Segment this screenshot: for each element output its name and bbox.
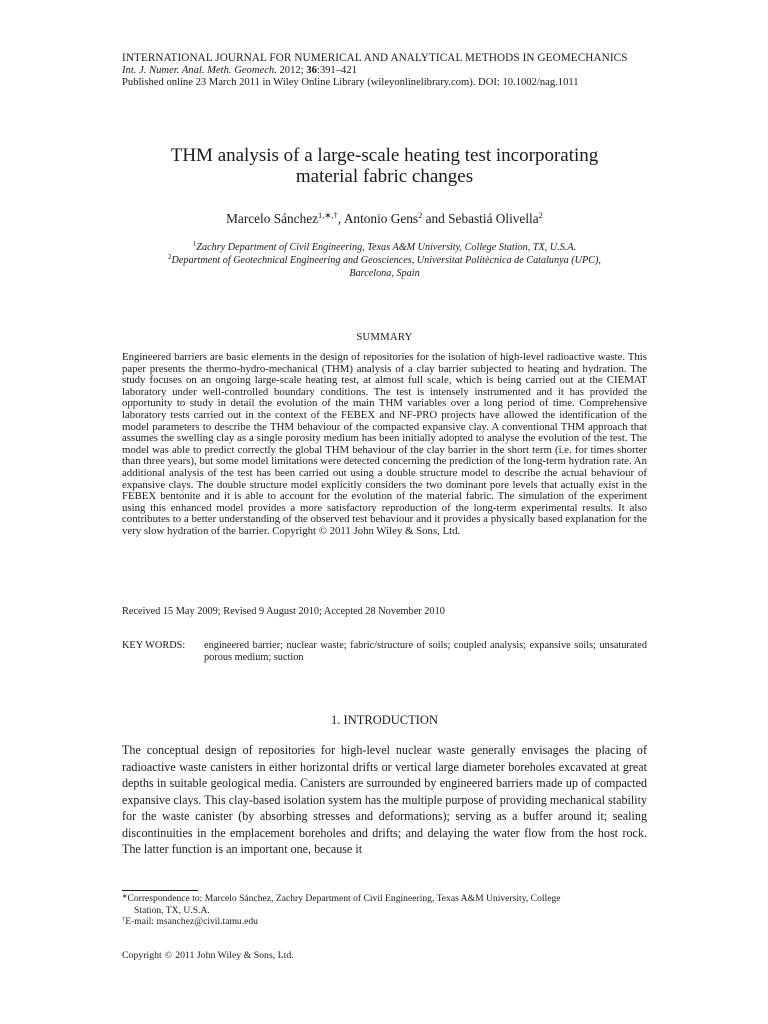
keywords: [122, 640, 647, 664]
journal-published: Published online 23 March 2011 in Wiley Online Library (wileyonlinelibrary.com). DOI: 10.1002/nag.1011: [122, 77, 579, 88]
section-heading-introduction: 1. INTRODUCTION: [331, 713, 438, 727]
affiliation-2-continued: Barcelona, Spain: [349, 268, 420, 279]
author-3: and Sebastiá Olivella: [422, 211, 539, 226]
author-3-marks: 2: [538, 210, 543, 220]
keywords-text: engineered barrier; nuclear waste; fabric/structure of soils; coupled analysis; expansive soils; unsaturated porous medium; suction: [204, 640, 647, 663]
journal-volume: 36: [306, 64, 317, 76]
footnote-correspondence-mark: ∗: [122, 893, 128, 900]
journal-name: INTERNATIONAL JOURNAL FOR NUMERICAL AND ANALYTICAL METHODS IN GEOMECHANICS: [122, 52, 628, 64]
affiliation-2-text: Department of Geotechnical Engineering and Geosciences, Universitat Politècnica de Catalunya (UPC),: [171, 255, 601, 266]
footnotes: [122, 893, 647, 928]
introduction-paragraph: The conceptual design of repositories for high-level nuclear waste generally envisages the placing of radioactive waste canisters in either horizontal drifts or vertical large diameter boreholes excavated at great depths in suitable geological media. Canisters are surrounded by engineered barriers made up of compacted expansive clays. This clay-based isolation system has the multiple purpose of providing mechanical stability for the waste canister (by absorbing stresses and deformations); serving as a buffer around it; sealing discontinuities in the emplacement boreholes and drifts; and delaying the water flow from the host rock. The latter function is an important one, because it: [122, 743, 647, 856]
affiliations: [122, 241, 647, 280]
received-dates: Received 15 May 2009; Revised 9 August 2010; Accepted 28 November 2010: [122, 606, 445, 617]
author-1-marks: 1,∗,†: [318, 210, 338, 220]
abstract-text: Engineered barriers are basic elements in the design of repositories for the isolation of high-level radioactive waste. This paper presents the thermo-hydro-mechanical (THM) analysis of a clay barrier subjected to heating and hydration. The study focuses on an ongoing large-scale heating test, at almost full scale, which is being carried out at the CIEMAT laboratory under well-controlled boundary conditions. The test is intensely instrumented and it has provided the opportunity to study in detail the evolution of the main THM variables over a long period of time. Comprehensive laboratory tests carried out in the context of the FEBEX and NF-PRO projects have allowed the identification of the model parameters to describe the THM behaviour of the compacted expansive clay. A conventional THM approach that assumes the swelling clay as a single porosity medium has been initially adopted to analyse the evolution of the test. The model was able to predict correctly the global THM behaviour of the clay barrier in the short term (i.e. for times shorter than three years), but some model limitations were detected concerning the prediction of the long-term hydration rate. An additional analysis of the test has been carried out using a double structure model to describe the actual behaviour of expansive clays. The double structure model explicitly considers the two dominant pore levels that actually exist in the FEBEX bentonite and it is able to account for the evolution of the material fabric. The simulation of the experiment using this enhanced model provides a more satisfactory reproduction of the long-term experimental results. It also contributes to a better understanding of the observed test behaviour and it provides a physically based explanation for the very slow hydration of the barrier. Copyright © 2011 John Wiley & Sons, Ltd.: [122, 351, 647, 537]
keywords-label: KEY WORDS:: [122, 640, 186, 651]
footnote-email: [122, 916, 647, 928]
author-1: Marcelo Sánchez: [226, 211, 319, 226]
copyright-symbol: ©: [164, 950, 173, 961]
journal-year: 2012;: [276, 64, 307, 76]
footnote-email-text: E-mail: msanchez@civil.tamu.edu: [125, 916, 258, 928]
footnote-correspondence: [122, 893, 647, 905]
affiliation-1-number: 1: [192, 240, 197, 248]
title-line-1: THM analysis of a large-scale heating test incorporating: [170, 145, 599, 166]
summary-heading: SUMMARY: [356, 332, 413, 343]
affiliation-1: [122, 241, 647, 254]
author-2-marks: 2: [418, 210, 423, 220]
footnote-correspondence-text: Correspondence to: Marcelo Sánchez, Zachry Department of Civil Engineering, Texas A&M University, College: [127, 893, 561, 904]
footnote-email-mark: †: [122, 916, 126, 924]
copyright-text: 2011 John Wiley & Sons, Ltd.: [175, 950, 294, 961]
affiliation-2-number: 2: [168, 253, 172, 261]
journal-header: [122, 52, 662, 90]
author-2: , Antonio Gens: [337, 211, 419, 226]
copyright-line: [122, 950, 647, 961]
footnote-correspondence-continued: Station, TX, U.S.A.: [134, 904, 210, 916]
affiliation-2: [122, 254, 647, 267]
author-list: [122, 211, 647, 227]
copyright-label: Copyright: [122, 950, 162, 961]
journal-pages: :391–421: [316, 64, 357, 76]
title-line-2: material fabric changes: [295, 166, 474, 187]
affiliation-1-text: Zachry Department of Civil Engineering, Texas A&M University, College Station, TX, U.S.A.: [196, 242, 577, 253]
paper-title: [122, 145, 647, 187]
journal-abbrev: Int. J. Numer. Anal. Meth. Geomech.: [122, 64, 277, 76]
footnote-divider: [122, 890, 198, 891]
journal-citation: [122, 65, 662, 78]
